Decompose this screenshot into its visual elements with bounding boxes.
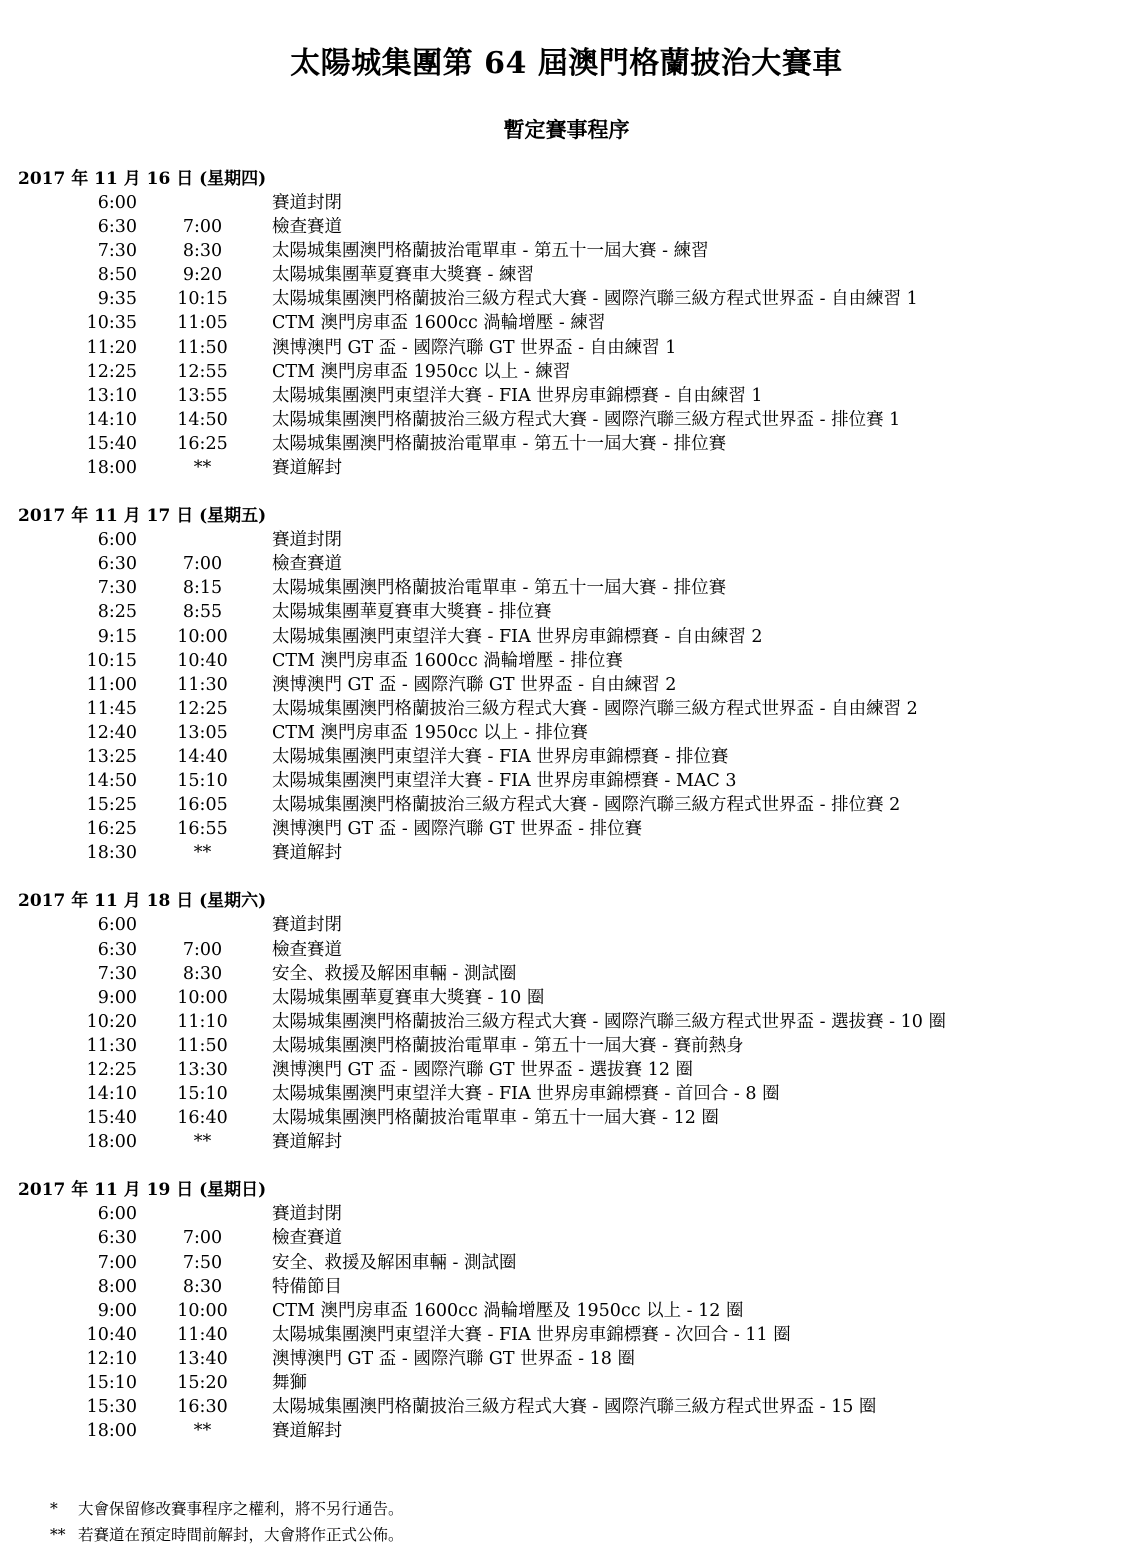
- start-time: 12:25: [86, 1060, 137, 1080]
- event-name: 賽道解封: [272, 843, 342, 864]
- start-time: 16:25: [86, 819, 137, 840]
- end-time: 15:20: [177, 1373, 228, 1394]
- footnote-text: 大會保留修改賽事程序之權利，將不另行通告。: [78, 1500, 404, 1518]
- schedule-row: [0, 1347, 1133, 1371]
- start-time: 8:50: [97, 265, 137, 286]
- event-name: CTM 澳門房車盃 1600cc 渦輪增壓及 1950cc 以上 - 12 圈: [272, 1300, 744, 1321]
- event-name: 檢查賽道: [272, 1228, 342, 1249]
- event-name: 太陽城集團澳門格蘭披治電單車 - 第五十一屆大賽 - 練習: [272, 241, 709, 262]
- start-time: 7:00: [97, 1252, 137, 1273]
- event-name: 太陽城集團澳門格蘭披治三級方程式大賽 - 國際汽聯三級方程式世界盃 - 選拔賽 - 10 圈: [272, 1011, 946, 1032]
- end-time: 9:20: [182, 265, 223, 286]
- footnotes: [50, 1496, 404, 1548]
- end-time: 7:00: [182, 939, 223, 960]
- event-name: CTM 澳門房車盃 1950cc 以上 - 排位賽: [272, 722, 588, 743]
- event-name: 舞獅: [272, 1373, 307, 1394]
- schedule-row: [0, 239, 1133, 263]
- end-time: 8:30: [182, 963, 223, 984]
- event-name: 太陽城集團澳門格蘭披治三級方程式大賽 - 國際汽聯三級方程式世界盃 - 排位賽 1: [272, 409, 901, 430]
- page-subtitle: 暫定賽事程序: [503, 117, 630, 142]
- start-time: 8:00: [97, 1276, 137, 1297]
- start-time: 12:10: [86, 1348, 137, 1369]
- end-time: 8:15: [182, 578, 223, 599]
- event-name: 太陽城集團澳門東望洋大賽 - FIA 世界房車錦標賽 - 自由練習 2: [272, 626, 763, 647]
- end-time: 11:05: [177, 313, 228, 334]
- event-name: 太陽城集團華夏賽車大獎賽 - 練習: [272, 265, 535, 286]
- start-time: 9:00: [97, 1300, 137, 1321]
- schedule-row: [0, 745, 1133, 769]
- end-time: 14:50: [177, 409, 228, 430]
- end-time: 7:00: [182, 1228, 223, 1249]
- schedule-row: [0, 793, 1133, 817]
- schedule-row: [0, 649, 1133, 673]
- schedule-row: [0, 817, 1133, 841]
- start-time: 6:00: [97, 193, 137, 213]
- end-time: 13:40: [177, 1348, 228, 1369]
- event-name: 安全、救援及解困車輛 - 測試圈: [272, 963, 517, 984]
- schedule-row: [0, 962, 1133, 986]
- start-time: 18:30: [86, 843, 137, 864]
- start-time: 8:25: [97, 602, 137, 623]
- event-name: 澳博澳門 GT 盃 - 國際汽聯 GT 世界盃 - 選拔賽 12 圈: [272, 1060, 694, 1080]
- schedule-row: [0, 1010, 1133, 1034]
- event-name: 檢查賽道: [272, 554, 342, 575]
- schedule-row: [0, 600, 1133, 624]
- event-name: CTM 澳門房車盃 1600cc 渦輪增壓 - 練習: [272, 313, 606, 334]
- schedule-row: [0, 1299, 1133, 1323]
- schedule-row: [0, 287, 1133, 311]
- start-time: 10:35: [86, 313, 137, 334]
- footnote-mark: **: [50, 1526, 66, 1544]
- start-time: 11:00: [86, 674, 137, 695]
- start-time: 6:00: [97, 1204, 137, 1225]
- start-time: 15:30: [86, 1397, 137, 1418]
- end-time: 11:50: [177, 1035, 228, 1056]
- schedule-row: [0, 384, 1133, 408]
- schedule-row: [0, 1226, 1133, 1250]
- start-time: 7:30: [97, 578, 137, 599]
- end-time: 8:55: [182, 602, 223, 623]
- start-time: 6:00: [97, 915, 137, 936]
- schedule-row: [0, 1202, 1133, 1226]
- schedule-row: [0, 913, 1133, 937]
- start-time: 18:00: [86, 1132, 137, 1153]
- start-time: 15:10: [86, 1373, 137, 1394]
- event-name: 太陽城集團澳門東望洋大賽 - FIA 世界房車錦標賽 - 次回合 - 11 圈: [272, 1324, 791, 1345]
- event-name: 太陽城集團澳門格蘭披治三級方程式大賽 - 國際汽聯三級方程式世界盃 - 自由練習 2: [272, 698, 918, 719]
- event-name: CTM 澳門房車盃 1600cc 渦輪增壓 - 排位賽: [272, 650, 623, 671]
- end-time: 12:55: [177, 361, 228, 382]
- schedule-row: [0, 432, 1133, 456]
- schedule-row: [0, 456, 1133, 480]
- start-time: 9:35: [97, 289, 137, 310]
- footnote: [50, 1496, 404, 1522]
- end-time: 10:40: [177, 650, 228, 671]
- start-time: 13:10: [86, 385, 137, 406]
- schedule-row: [0, 1395, 1133, 1419]
- footnote-mark: *: [50, 1500, 58, 1518]
- day-date-heading: 2017 年 11 月 19 日 (星期日): [18, 1180, 267, 1201]
- schedule-row: [0, 336, 1133, 360]
- schedule-row: [0, 1034, 1133, 1058]
- start-time: 10:15: [86, 650, 137, 671]
- event-name: 賽道封閉: [272, 193, 342, 213]
- schedule-row: [0, 938, 1133, 962]
- page-title: 太陽城集團第 64 屆澳門格蘭披治大賽車: [290, 46, 843, 81]
- end-time: **: [193, 1132, 212, 1153]
- start-time: 14:50: [86, 771, 137, 792]
- event-name: 檢查賽道: [272, 939, 342, 960]
- event-name: 太陽城集團澳門東望洋大賽 - FIA 世界房車錦標賽 - 自由練習 1: [272, 385, 763, 406]
- event-name: 賽道封閉: [272, 530, 342, 551]
- start-time: 11:30: [86, 1035, 137, 1056]
- event-name: 賽道封閉: [272, 915, 342, 936]
- event-name: 太陽城集團澳門東望洋大賽 - FIA 世界房車錦標賽 - 排位賽: [272, 746, 729, 767]
- event-name: 太陽城集團澳門東望洋大賽 - FIA 世界房車錦標賽 - 首回合 - 8 圈: [272, 1084, 780, 1105]
- end-time: 10:00: [177, 987, 228, 1008]
- end-time: 16:05: [177, 795, 228, 816]
- event-name: 澳博澳門 GT 盃 - 國際汽聯 GT 世界盃 - 18 圈: [272, 1348, 635, 1369]
- schedule-row: [0, 697, 1133, 721]
- end-time: 8:30: [182, 1276, 223, 1297]
- event-name: 賽道解封: [272, 1132, 342, 1153]
- event-name: 太陽城集團澳門東望洋大賽 - FIA 世界房車錦標賽 - MAC 3: [272, 771, 737, 792]
- end-time: 8:30: [182, 241, 223, 262]
- event-name: 太陽城集團華夏賽車大獎賽 - 10 圈: [272, 987, 545, 1008]
- schedule-row: [0, 1058, 1133, 1082]
- schedule-row: [0, 528, 1133, 552]
- start-time: 11:20: [86, 337, 137, 358]
- event-name: CTM 澳門房車盃 1950cc 以上 - 練習: [272, 361, 571, 382]
- schedule-row: [0, 191, 1133, 215]
- schedule-row: [0, 576, 1133, 600]
- schedule-row: [0, 1323, 1133, 1347]
- end-time: **: [193, 458, 212, 479]
- end-time: 15:10: [177, 771, 228, 792]
- event-name: 太陽城集團澳門格蘭披治電單車 - 第五十一屆大賽 - 排位賽: [272, 433, 727, 454]
- event-name: 太陽城集團澳門格蘭披治三級方程式大賽 - 國際汽聯三級方程式世界盃 - 15 圈: [272, 1397, 877, 1418]
- schedule-row: [0, 986, 1133, 1010]
- event-name: 太陽城集團澳門格蘭披治三級方程式大賽 - 國際汽聯三級方程式世界盃 - 排位賽 2: [272, 795, 901, 816]
- end-time: 16:55: [177, 819, 228, 840]
- end-time: 7:00: [182, 217, 223, 238]
- end-time: 16:30: [177, 1397, 228, 1418]
- schedule-row: [0, 263, 1133, 287]
- schedule-row: [0, 625, 1133, 649]
- day-date-heading: 2017 年 11 月 16 日 (星期四): [18, 169, 267, 189]
- schedule-row: [0, 552, 1133, 576]
- schedule-row: [0, 360, 1133, 384]
- schedule-row: [0, 673, 1133, 697]
- event-name: 太陽城集團澳門格蘭披治電單車 - 第五十一屆大賽 - 12 圈: [272, 1108, 719, 1129]
- start-time: 18:00: [86, 1421, 137, 1442]
- schedule-row: [0, 311, 1133, 335]
- schedule-row: [0, 408, 1133, 432]
- end-time: 10:00: [177, 1300, 228, 1321]
- start-time: 9:15: [97, 626, 137, 647]
- event-name: 檢查賽道: [272, 217, 342, 238]
- start-time: 6:30: [97, 939, 137, 960]
- end-time: 11:50: [177, 337, 228, 358]
- end-time: 16:40: [177, 1108, 228, 1129]
- end-time: 7:50: [182, 1252, 223, 1273]
- schedule: [0, 167, 1133, 1467]
- event-name: 賽道解封: [272, 1421, 342, 1442]
- footnote-text: 若賽道在預定時間前解封，大會將作正式公佈。: [78, 1526, 404, 1544]
- event-name: 太陽城集團澳門格蘭披治電單車 - 第五十一屆大賽 - 賽前熱身: [272, 1035, 744, 1056]
- start-time: 12:25: [86, 361, 137, 382]
- event-name: 太陽城集團華夏賽車大獎賽 - 排位賽: [272, 602, 552, 623]
- start-time: 6:00: [97, 530, 137, 551]
- schedule-row: [0, 1082, 1133, 1106]
- start-time: 6:30: [97, 1228, 137, 1249]
- end-time: 14:40: [177, 746, 228, 767]
- end-time: 13:55: [177, 385, 228, 406]
- end-time: 11:10: [177, 1011, 228, 1032]
- end-time: 12:25: [177, 698, 228, 719]
- end-time: 16:25: [177, 433, 228, 454]
- start-time: 7:30: [97, 963, 137, 984]
- schedule-row: [0, 1419, 1133, 1443]
- start-time: 18:00: [86, 458, 137, 479]
- schedule-row: [0, 1130, 1133, 1154]
- day-date-heading: 2017 年 11 月 18 日 (星期六): [18, 891, 267, 912]
- start-time: 13:25: [86, 746, 137, 767]
- end-time: 10:00: [177, 626, 228, 647]
- start-time: 12:40: [86, 722, 137, 743]
- end-time: **: [193, 843, 212, 864]
- day-section: [0, 504, 1133, 865]
- schedule-row: [0, 769, 1133, 793]
- end-time: **: [193, 1421, 212, 1442]
- day-section: [0, 889, 1133, 1154]
- end-time: 13:30: [177, 1060, 228, 1080]
- footnote: [50, 1522, 404, 1548]
- start-time: 9:00: [97, 987, 137, 1008]
- start-time: 7:30: [97, 241, 137, 262]
- end-time: 10:15: [177, 289, 228, 310]
- end-time: 11:30: [177, 674, 228, 695]
- start-time: 15:25: [86, 795, 137, 816]
- start-time: 15:40: [86, 1108, 137, 1129]
- start-time: 11:45: [86, 698, 137, 719]
- schedule-row: [0, 721, 1133, 745]
- start-time: 10:40: [86, 1324, 137, 1345]
- schedule-row: [0, 1106, 1133, 1130]
- event-name: 賽道解封: [272, 458, 342, 479]
- schedule-row: [0, 1251, 1133, 1275]
- start-time: 15:40: [86, 433, 137, 454]
- start-time: 14:10: [86, 1084, 137, 1105]
- event-name: 太陽城集團澳門格蘭披治電單車 - 第五十一屆大賽 - 排位賽: [272, 578, 727, 599]
- end-time: 15:10: [177, 1084, 228, 1105]
- day-section: [0, 167, 1133, 480]
- event-name: 賽道封閉: [272, 1204, 342, 1225]
- event-name: 澳博澳門 GT 盃 - 國際汽聯 GT 世界盃 - 排位賽: [272, 819, 643, 840]
- end-time: 11:40: [177, 1324, 228, 1345]
- schedule-row: [0, 1371, 1133, 1395]
- schedule-row: [0, 1275, 1133, 1299]
- start-time: 6:30: [97, 217, 137, 238]
- event-name: 澳博澳門 GT 盃 - 國際汽聯 GT 世界盃 - 自由練習 1: [272, 337, 677, 358]
- day-date-heading: 2017 年 11 月 17 日 (星期五): [18, 506, 267, 527]
- schedule-row: [0, 215, 1133, 239]
- end-time: 13:05: [177, 722, 228, 743]
- schedule-row: [0, 841, 1133, 865]
- end-time: 7:00: [182, 554, 223, 575]
- event-name: 澳博澳門 GT 盃 - 國際汽聯 GT 世界盃 - 自由練習 2: [272, 674, 677, 695]
- event-name: 特備節目: [272, 1276, 342, 1297]
- day-section: [0, 1178, 1133, 1443]
- start-time: 10:20: [86, 1011, 137, 1032]
- event-name: 太陽城集團澳門格蘭披治三級方程式大賽 - 國際汽聯三級方程式世界盃 - 自由練習 1: [272, 289, 918, 310]
- event-name: 安全、救援及解困車輛 - 測試圈: [272, 1252, 517, 1273]
- start-time: 14:10: [86, 409, 137, 430]
- start-time: 6:30: [97, 554, 137, 575]
